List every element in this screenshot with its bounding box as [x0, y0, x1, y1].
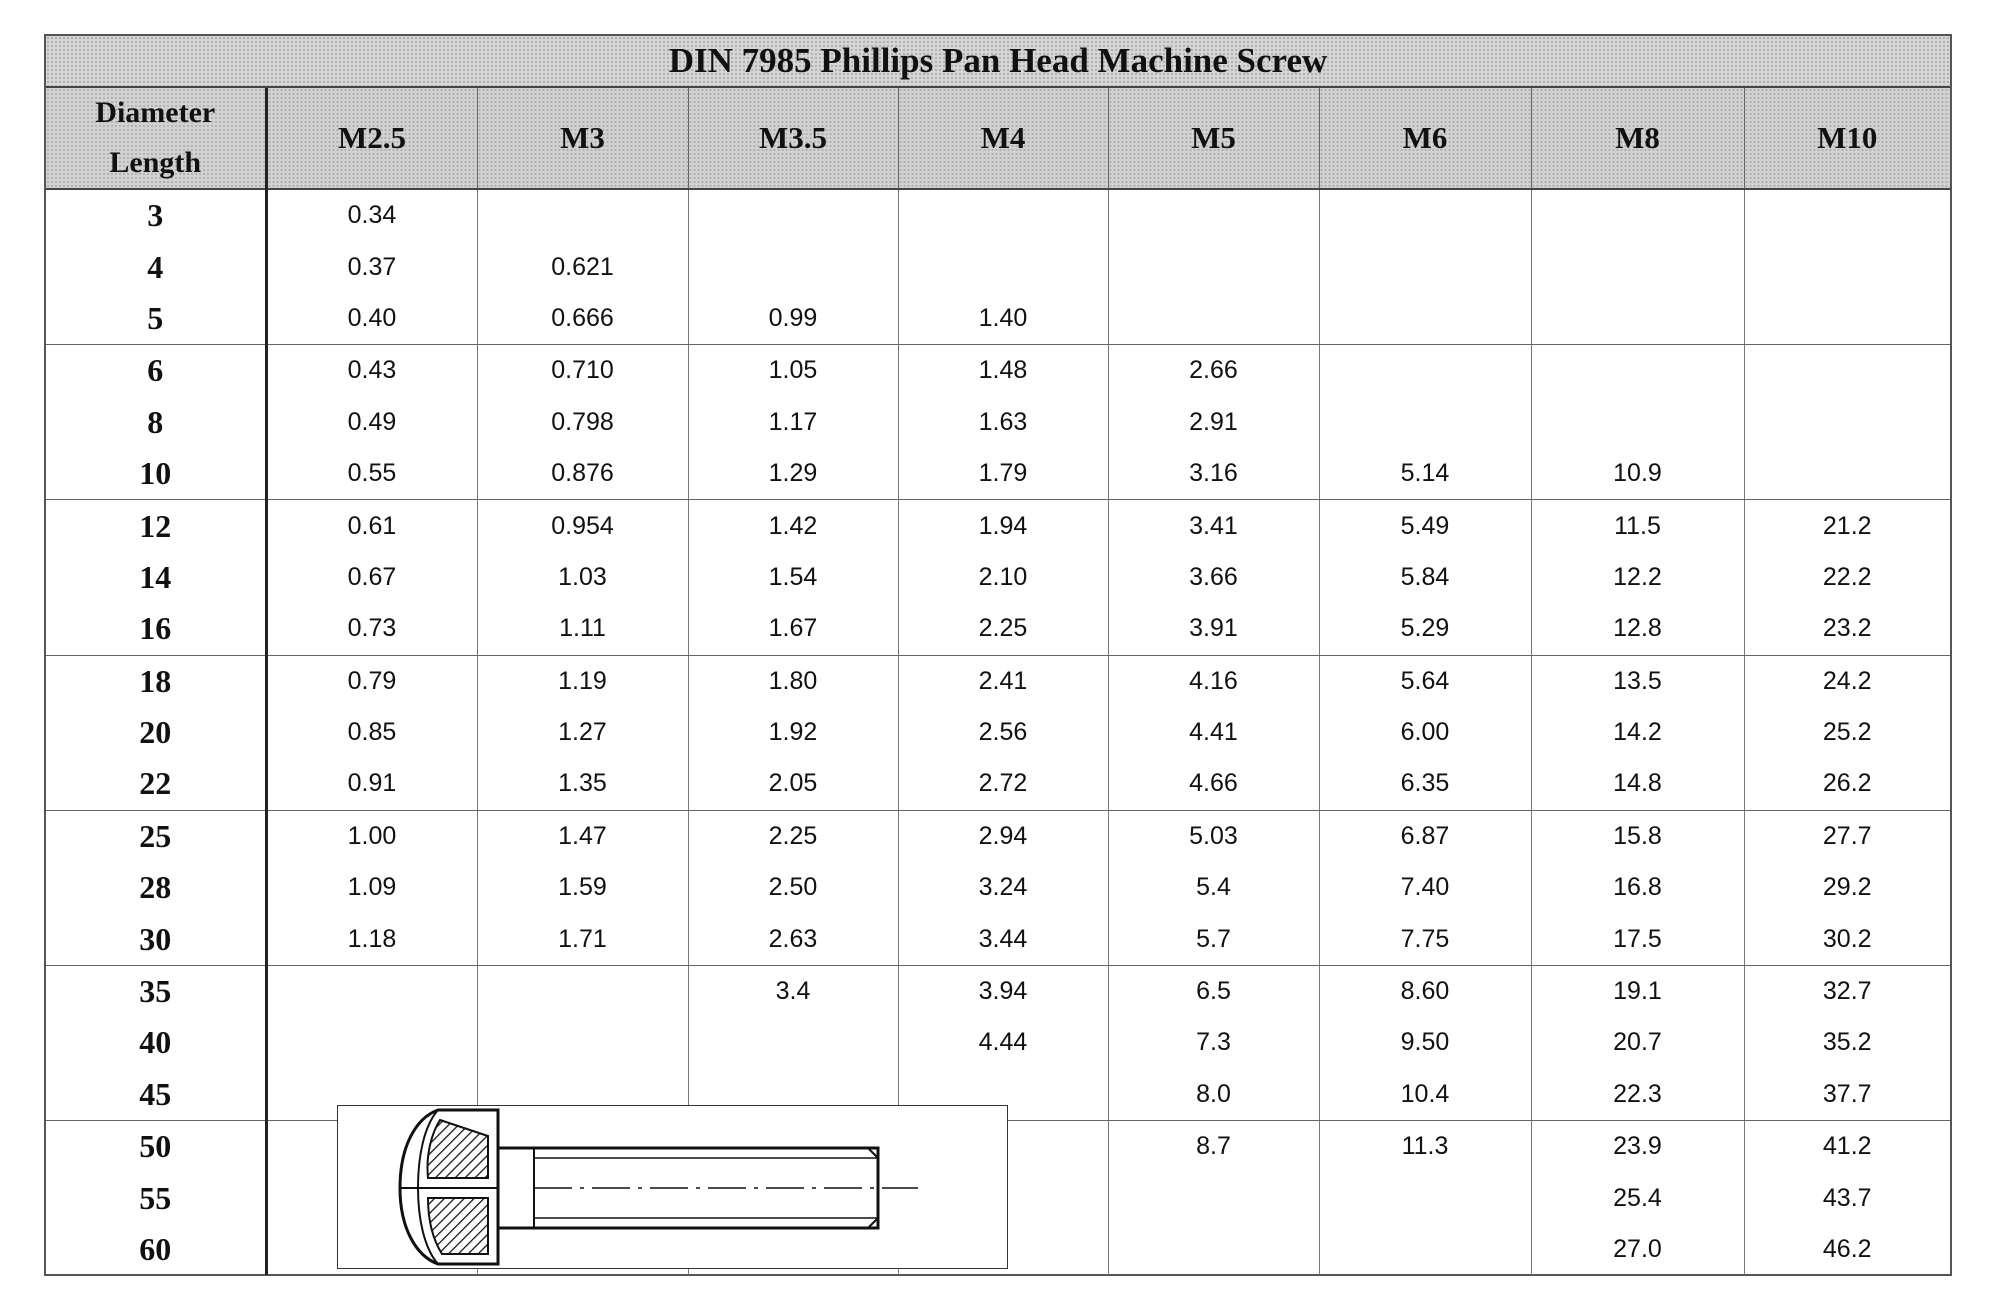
- table-row: [46, 1017, 1950, 1068]
- weight-cell: 41.2: [1744, 1121, 1950, 1173]
- weight-cell: 10.4: [1319, 1069, 1531, 1121]
- weight-cell: 7.75: [1319, 913, 1531, 965]
- table-row: [46, 810, 1950, 862]
- weight-cell: 12.2: [1531, 552, 1744, 603]
- weight-cell: 15.8: [1531, 810, 1744, 862]
- weight-cell: [1108, 1172, 1319, 1223]
- weight-cell: 6.35: [1319, 758, 1531, 810]
- weight-cell: 16.8: [1531, 862, 1744, 913]
- length-cell: 45: [46, 1069, 266, 1121]
- weight-cell: 37.7: [1744, 1069, 1950, 1121]
- weight-cell: 0.61: [266, 500, 477, 552]
- weight-cell: [1744, 397, 1950, 448]
- weight-cell: [477, 965, 688, 1017]
- weight-cell: 14.8: [1531, 758, 1744, 810]
- table-title: DIN 7985 Phillips Pan Head Machine Screw: [46, 36, 1950, 88]
- weight-cell: 24.2: [1744, 655, 1950, 707]
- weight-cell: [688, 189, 898, 241]
- length-cell: 25: [46, 810, 266, 862]
- length-cell: 22: [46, 758, 266, 810]
- weight-cell: 2.72: [898, 758, 1108, 810]
- weight-cell: 8.60: [1319, 965, 1531, 1017]
- weight-cell: [1108, 1224, 1319, 1275]
- weight-cell: 2.91: [1108, 397, 1319, 448]
- weight-cell: 3.4: [688, 965, 898, 1017]
- length-cell: 5: [46, 293, 266, 345]
- weight-cell: 4.41: [1108, 707, 1319, 758]
- weight-cell: 5.7: [1108, 913, 1319, 965]
- weight-cell: 1.05: [688, 345, 898, 397]
- weight-cell: 1.92: [688, 707, 898, 758]
- table-row: [46, 655, 1950, 707]
- weight-cell: 3.94: [898, 965, 1108, 1017]
- weight-cell: [1531, 293, 1744, 345]
- weight-cell: 2.56: [898, 707, 1108, 758]
- weight-cell: 2.63: [688, 913, 898, 965]
- weight-cell: 25.4: [1531, 1172, 1744, 1223]
- table-row: [46, 603, 1950, 655]
- weight-cell: 12.8: [1531, 603, 1744, 655]
- col-header-m3: M3: [477, 88, 688, 189]
- weight-cell: 5.29: [1319, 603, 1531, 655]
- weight-cell: 4.44: [898, 1017, 1108, 1068]
- weight-cell: 5.49: [1319, 500, 1531, 552]
- weight-cell: 1.40: [898, 293, 1108, 345]
- table-row: [46, 500, 1950, 552]
- weight-cell: 3.91: [1108, 603, 1319, 655]
- table-row: [46, 241, 1950, 292]
- weight-cell: 32.7: [1744, 965, 1950, 1017]
- weight-cell: 25.2: [1744, 707, 1950, 758]
- length-cell: 16: [46, 603, 266, 655]
- weight-cell: 7.40: [1319, 862, 1531, 913]
- length-cell: 4: [46, 241, 266, 292]
- table-row: [46, 758, 1950, 810]
- weight-cell: 0.91: [266, 758, 477, 810]
- weight-cell: 43.7: [1744, 1172, 1950, 1223]
- weight-cell: [1319, 1224, 1531, 1275]
- weight-cell: [1531, 241, 1744, 292]
- length-cell: 20: [46, 707, 266, 758]
- col-header-m5: M5: [1108, 88, 1319, 189]
- weight-cell: 23.9: [1531, 1121, 1744, 1173]
- weight-cell: 29.2: [1744, 862, 1950, 913]
- length-cell: 30: [46, 913, 266, 965]
- length-cell: 50: [46, 1121, 266, 1173]
- weight-cell: 5.14: [1319, 448, 1531, 500]
- table-row: [46, 707, 1950, 758]
- col-header-m4: M4: [898, 88, 1108, 189]
- weight-cell: 6.87: [1319, 810, 1531, 862]
- length-cell: 60: [46, 1224, 266, 1275]
- weight-cell: [1319, 1172, 1531, 1223]
- corner-header-length: Length: [109, 146, 202, 179]
- weight-cell: 0.99: [688, 293, 898, 345]
- weight-cell: [688, 1017, 898, 1068]
- table-row: [46, 293, 1950, 345]
- weight-table: [46, 88, 1950, 1275]
- weight-cell: 3.41: [1108, 500, 1319, 552]
- weight-cell: 1.54: [688, 552, 898, 603]
- col-header-m2-5: M2.5: [266, 88, 477, 189]
- weight-cell: [1744, 345, 1950, 397]
- weight-cell: 1.18: [266, 913, 477, 965]
- weight-cell: [1319, 189, 1531, 241]
- weight-cell: 2.41: [898, 655, 1108, 707]
- weight-cell: 2.94: [898, 810, 1108, 862]
- weight-cell: 8.7: [1108, 1121, 1319, 1173]
- weight-cell: 8.0: [1108, 1069, 1319, 1121]
- weight-cell: 0.34: [266, 189, 477, 241]
- table-row: [46, 862, 1950, 913]
- weight-cell: 0.37: [266, 241, 477, 292]
- weight-cell: 23.2: [1744, 603, 1950, 655]
- weight-cell: 1.03: [477, 552, 688, 603]
- weight-cell: 35.2: [1744, 1017, 1950, 1068]
- weight-cell: [1531, 345, 1744, 397]
- weight-cell: 10.9: [1531, 448, 1744, 500]
- weight-cell: 1.48: [898, 345, 1108, 397]
- weight-cell: 0.85: [266, 707, 477, 758]
- weight-cell: [1744, 293, 1950, 345]
- weight-cell: [1108, 293, 1319, 345]
- weight-cell: 1.27: [477, 707, 688, 758]
- weight-cell: 22.2: [1744, 552, 1950, 603]
- pan-head-screw-drawing: [338, 1106, 1006, 1267]
- weight-cell: 5.84: [1319, 552, 1531, 603]
- weight-cell: [1108, 189, 1319, 241]
- col-header-m10: M10: [1744, 88, 1950, 189]
- weight-cell: 1.47: [477, 810, 688, 862]
- length-cell: 6: [46, 345, 266, 397]
- weight-cell: 46.2: [1744, 1224, 1950, 1275]
- table-row: [46, 189, 1950, 241]
- table-row: [46, 913, 1950, 965]
- table-row: [46, 345, 1950, 397]
- weight-cell: [477, 189, 688, 241]
- table-row: [46, 397, 1950, 448]
- weight-cell: 1.09: [266, 862, 477, 913]
- weight-cell: 0.710: [477, 345, 688, 397]
- weight-cell: [1744, 448, 1950, 500]
- length-cell: 18: [46, 655, 266, 707]
- weight-cell: 11.3: [1319, 1121, 1531, 1173]
- weight-cell: 2.66: [1108, 345, 1319, 397]
- weight-cell: 14.2: [1531, 707, 1744, 758]
- weight-cell: 6.00: [1319, 707, 1531, 758]
- weight-cell: 0.40: [266, 293, 477, 345]
- weight-cell: 0.49: [266, 397, 477, 448]
- weight-cell: 21.2: [1744, 500, 1950, 552]
- weight-cell: [898, 189, 1108, 241]
- weight-cell: 2.10: [898, 552, 1108, 603]
- weight-cell: 6.5: [1108, 965, 1319, 1017]
- weight-cell: 1.29: [688, 448, 898, 500]
- weight-cell: 1.11: [477, 603, 688, 655]
- length-cell: 55: [46, 1172, 266, 1223]
- weight-cell: [266, 1017, 477, 1068]
- weight-cell: [1319, 345, 1531, 397]
- weight-cell: 4.66: [1108, 758, 1319, 810]
- table-row: [46, 552, 1950, 603]
- screw-drawing-inset: [337, 1105, 1008, 1269]
- weight-cell: 1.59: [477, 862, 688, 913]
- col-header-m3-5: M3.5: [688, 88, 898, 189]
- weight-cell: 1.63: [898, 397, 1108, 448]
- weight-cell: [1744, 189, 1950, 241]
- weight-cell: [1108, 241, 1319, 292]
- weight-cell: 5.03: [1108, 810, 1319, 862]
- weight-cell: 1.71: [477, 913, 688, 965]
- header-row: [46, 88, 1950, 189]
- weight-cell: 1.17: [688, 397, 898, 448]
- weight-cell: 17.5: [1531, 913, 1744, 965]
- weight-cell: 0.73: [266, 603, 477, 655]
- weight-cell: 0.876: [477, 448, 688, 500]
- weight-cell: [1531, 189, 1744, 241]
- weight-cell: [1319, 397, 1531, 448]
- weight-cell: [898, 241, 1108, 292]
- weight-cell: 0.79: [266, 655, 477, 707]
- weight-cell: 2.05: [688, 758, 898, 810]
- length-cell: 14: [46, 552, 266, 603]
- weight-cell: 1.80: [688, 655, 898, 707]
- weight-cell: [1531, 397, 1744, 448]
- table-row: [46, 965, 1950, 1017]
- weight-cell: 22.3: [1531, 1069, 1744, 1121]
- weight-cell: 1.42: [688, 500, 898, 552]
- weight-cell: 0.798: [477, 397, 688, 448]
- weight-cell: [1319, 241, 1531, 292]
- weight-cell: 2.25: [688, 810, 898, 862]
- length-cell: 35: [46, 965, 266, 1017]
- weight-cell: 27.7: [1744, 810, 1950, 862]
- weight-cell: 1.67: [688, 603, 898, 655]
- weight-cell: 7.3: [1108, 1017, 1319, 1068]
- weight-cell: 19.1: [1531, 965, 1744, 1017]
- length-cell: 40: [46, 1017, 266, 1068]
- weight-cell: 1.79: [898, 448, 1108, 500]
- weight-cell: 4.16: [1108, 655, 1319, 707]
- weight-cell: 3.44: [898, 913, 1108, 965]
- weight-cell: [688, 241, 898, 292]
- weight-cell: 2.25: [898, 603, 1108, 655]
- weight-cell: 11.5: [1531, 500, 1744, 552]
- length-cell: 10: [46, 448, 266, 500]
- weight-cell: 0.55: [266, 448, 477, 500]
- weight-cell: 0.67: [266, 552, 477, 603]
- corner-header: [46, 88, 266, 189]
- weight-cell: 5.64: [1319, 655, 1531, 707]
- weight-cell: 0.666: [477, 293, 688, 345]
- weight-cell: 1.00: [266, 810, 477, 862]
- weight-cell: 2.50: [688, 862, 898, 913]
- weight-cell: 1.35: [477, 758, 688, 810]
- weight-cell: 20.7: [1531, 1017, 1744, 1068]
- weight-cell: 9.50: [1319, 1017, 1531, 1068]
- weight-cell: 26.2: [1744, 758, 1950, 810]
- weight-cell: 3.66: [1108, 552, 1319, 603]
- corner-header-diameter: Diameter: [95, 96, 216, 129]
- table-row: [46, 448, 1950, 500]
- length-cell: 12: [46, 500, 266, 552]
- weight-table-sheet: [44, 34, 1952, 1276]
- weight-cell: 5.4: [1108, 862, 1319, 913]
- weight-cell: 0.43: [266, 345, 477, 397]
- col-header-m6: M6: [1319, 88, 1531, 189]
- weight-cell: 13.5: [1531, 655, 1744, 707]
- weight-cell: 1.19: [477, 655, 688, 707]
- length-cell: 8: [46, 397, 266, 448]
- weight-cell: 1.94: [898, 500, 1108, 552]
- weight-cell: [266, 965, 477, 1017]
- weight-cell: [1744, 241, 1950, 292]
- weight-cell: 0.954: [477, 500, 688, 552]
- length-cell: 28: [46, 862, 266, 913]
- col-header-m8: M8: [1531, 88, 1744, 189]
- length-cell: 3: [46, 189, 266, 241]
- weight-cell: [477, 1017, 688, 1068]
- weight-cell: 30.2: [1744, 913, 1950, 965]
- weight-cell: 3.24: [898, 862, 1108, 913]
- weight-cell: [1319, 293, 1531, 345]
- weight-cell: 3.16: [1108, 448, 1319, 500]
- weight-cell: 0.621: [477, 241, 688, 292]
- weight-cell: 27.0: [1531, 1224, 1744, 1275]
